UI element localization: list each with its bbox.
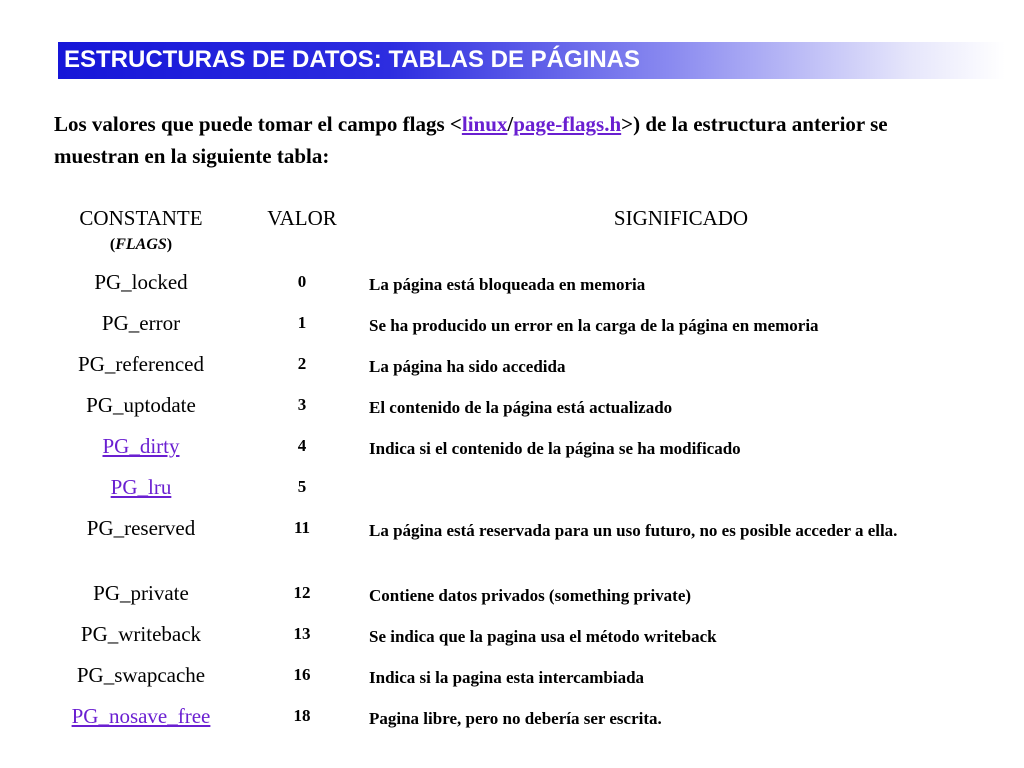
constante-cell: PG_reserved — [86, 516, 196, 540]
significado-cell: La página está reservada para un uso futuro, no es posible acceder a ella. — [369, 521, 898, 540]
constante-cell: PG_uptodate — [86, 393, 196, 417]
significado-cell: Se indica que la pagina usa el método writeback — [369, 627, 717, 646]
valor-cell: 3 — [297, 395, 307, 414]
title-bar — [58, 42, 1005, 79]
significado-cell: La página está bloqueada en memoria — [369, 275, 646, 294]
intro-text-after: >) de la estructura anterior se muestran en la siguiente tabla: — [54, 112, 888, 168]
significado-cell: Contiene datos privados (something private) — [369, 586, 692, 605]
valor-cell: 5 — [297, 477, 307, 496]
intro-paragraph — [54, 108, 964, 172]
constante-cell: PG_private — [93, 581, 189, 605]
valor-cell: 0 — [297, 272, 307, 291]
significado-cell: El contenido de la página está actualizado — [369, 398, 673, 417]
valor-cell: 11 — [293, 518, 311, 537]
constante-cell: PG_locked — [94, 270, 188, 294]
valor-cell: 2 — [297, 354, 307, 373]
intro-slash: / — [507, 112, 514, 136]
valor-cell: 13 — [293, 624, 311, 643]
constante-cell: PG_referenced — [78, 352, 204, 376]
valor-cell: 12 — [293, 583, 311, 602]
valor-cell: 4 — [297, 436, 307, 455]
significado-cell: La página ha sido accedida — [369, 357, 566, 376]
significado-cell: Pagina libre, pero no debería ser escrita. — [369, 709, 662, 728]
header-flags — [48, 236, 234, 254]
pg-nosave-free-link[interactable]: PG_nosave_free — [71, 704, 211, 728]
page-title: ESTRUCTURAS DE DATOS: TABLAS DE PÁGINAS — [64, 46, 641, 73]
linux-link[interactable]: linux — [461, 112, 508, 136]
valor-cell: 1 — [297, 313, 307, 332]
pg-lru-link[interactable]: PG_lru — [110, 475, 172, 499]
header-valor: VALOR — [267, 206, 337, 230]
constante-cell: PG_writeback — [80, 622, 202, 646]
header-flags-close: ) — [166, 236, 173, 253]
constante-cell: PG_error — [101, 311, 181, 335]
header-flags-text: FLAGS — [115, 236, 167, 253]
valor-cell: 16 — [293, 665, 311, 684]
significado-cell: Indica si la pagina esta intercambiada — [369, 668, 645, 687]
header-constante: CONSTANTE — [79, 206, 203, 230]
constante-cell: PG_swapcache — [76, 663, 206, 687]
pg-dirty-link[interactable]: PG_dirty — [102, 434, 180, 458]
valor-cell: 18 — [293, 706, 311, 725]
header-flags-open: ( — [109, 236, 116, 253]
header-significado: SIGNIFICADO — [613, 206, 749, 230]
page-flags-link[interactable]: page-flags.h — [513, 112, 622, 136]
intro-text-before: Los valores que puede tomar el campo flags < — [54, 112, 462, 136]
significado-cell: Se ha producido un error en la carga de la página en memoria — [369, 316, 819, 335]
significado-cell: Indica si el contenido de la página se ha modificado — [369, 439, 741, 458]
